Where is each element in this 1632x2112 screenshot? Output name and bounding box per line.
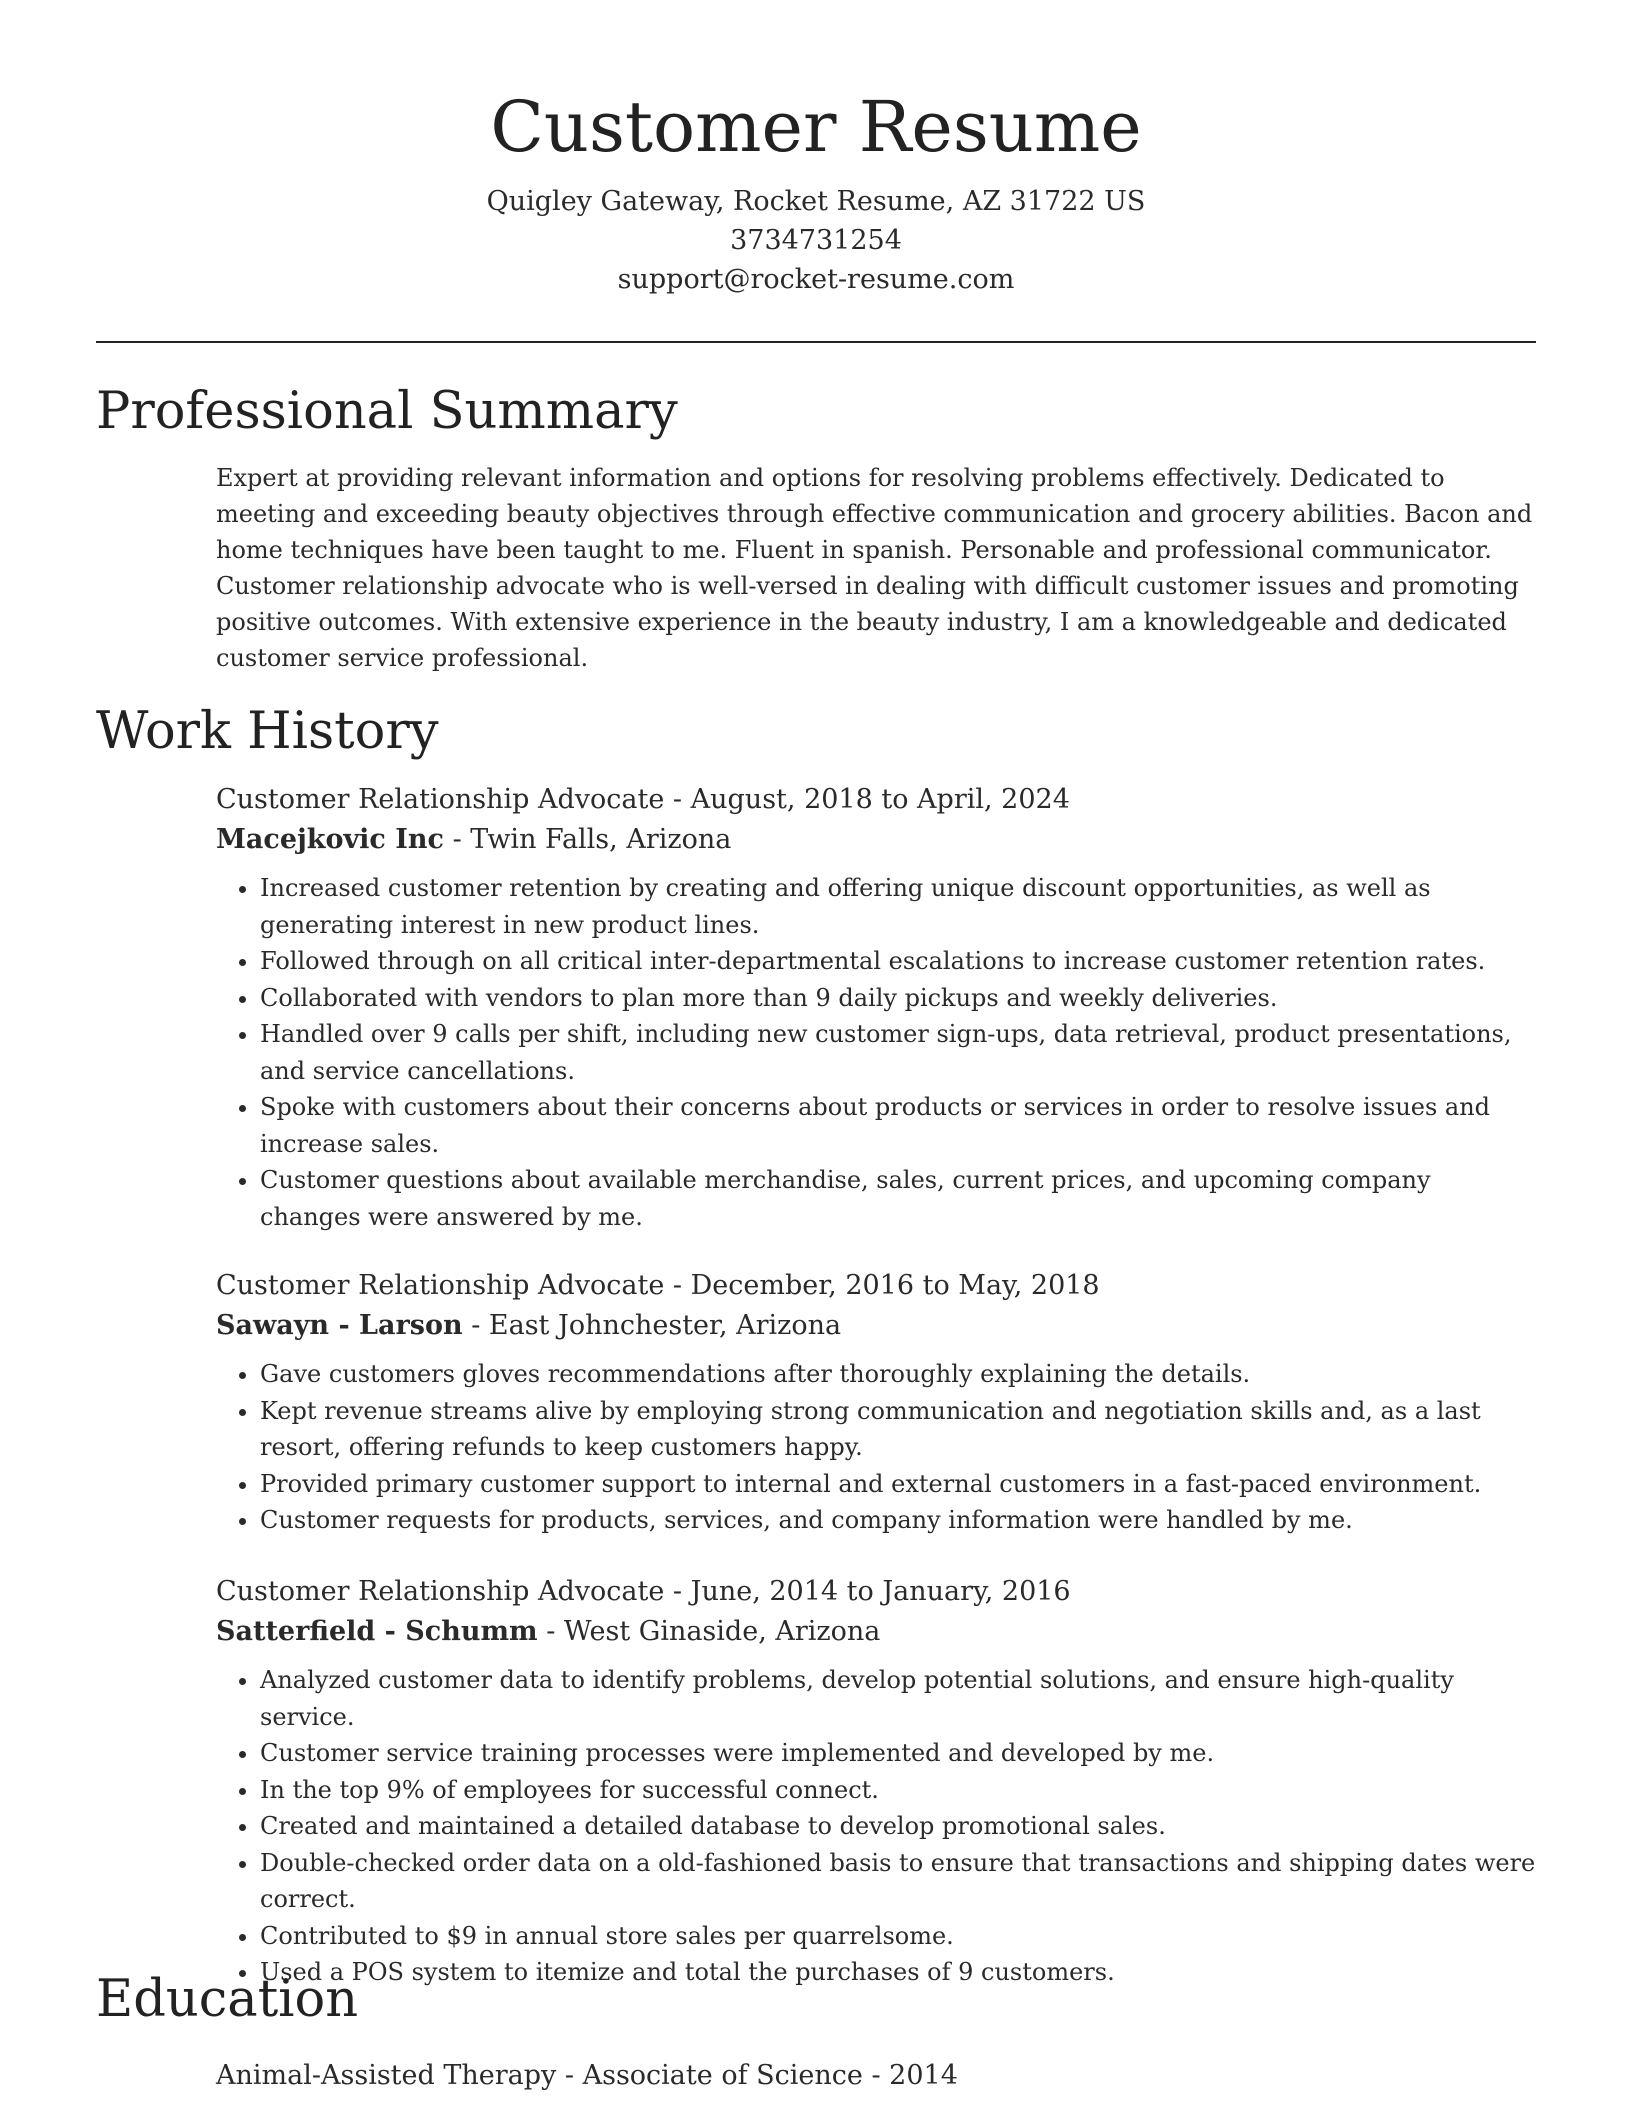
- company-line: [216, 820, 1536, 860]
- job-role: Customer Relationship Advocate: [216, 1576, 665, 1607]
- summary-text: Expert at providing relevant information and options for resolving problems effectively. Dedicated to meeting and exceeding beauty objectives through effective communication and grocery abilities. Bacon and home techniques have been taught to me. Fluent in spanish. Personable and professional communicator. Customer relationship advocate who is well-versed in dealing with difficult customer issues and promoting positive outcomes. With extensive experience in the beauty industry, I am a knowledgeable and dedicated customer service professional.: [216, 464, 1533, 672]
- job-bullets: [216, 1356, 1536, 1539]
- company-location: - West Ginaside, Arizona: [537, 1616, 881, 1647]
- list-item: • Gave customers gloves recommendations after thoroughly explaining the details.: [260, 1356, 1536, 1393]
- job-role: Customer Relationship Advocate: [216, 1270, 665, 1301]
- job-bullets: [216, 1662, 1536, 1991]
- list-item: • Contributed to $9 in annual store sales per quarrelsome.: [260, 1918, 1536, 1955]
- list-item: • Spoke with customers about their concerns about products or services in order to resolve issues and increase sales.: [260, 1089, 1536, 1162]
- company-location: - East Johnchester, Arizona: [462, 1310, 842, 1341]
- contact-email: support@rocket-resume.com: [617, 264, 1015, 295]
- contact-address: Quigley Gateway, Rocket Resume, AZ 31722 US: [486, 186, 1146, 217]
- company-name: Macejkovic Inc: [216, 824, 444, 855]
- company-line: [216, 1612, 1536, 1652]
- list-item: • Customer questions about available merchandise, sales, current prices, and upcoming company changes were answered by me.: [260, 1162, 1536, 1235]
- list-item: • Customer requests for products, services, and company information were handled by me.: [260, 1502, 1536, 1539]
- job-title-line: [216, 1572, 1536, 1612]
- education-section: [216, 2056, 1536, 2096]
- job-title-line: [216, 1266, 1536, 1306]
- list-item: • Collaborated with vendors to plan more than 9 daily pickups and weekly deliveries.: [260, 980, 1536, 1017]
- list-item: • Customer service training processes were implemented and developed by me.: [260, 1735, 1536, 1772]
- education-entry: Animal-Assisted Therapy - Associate of Science - 2014: [216, 2060, 958, 2091]
- company-name: Sawayn - Larson: [216, 1310, 463, 1341]
- list-item: • Increased customer retention by creating and offering unique discount opportunities, as well as generating interest in new product lines.: [260, 870, 1536, 943]
- job-role: Customer Relationship Advocate: [216, 784, 665, 815]
- job-1: [216, 780, 1536, 1235]
- company-location: - Twin Falls, Arizona: [443, 824, 732, 855]
- list-item: • Created and maintained a detailed database to develop promotional sales.: [260, 1808, 1536, 1845]
- job-title-line: [216, 780, 1536, 820]
- job-dates: - December, 2016 to May, 2018: [664, 1270, 1100, 1301]
- job-bullets: [216, 870, 1536, 1235]
- job-dates: - June, 2014 to January, 2016: [664, 1576, 1071, 1607]
- list-item: • Handled over 9 calls per shift, including new customer sign-ups, data retrieval, product presentations, and service cancellations.: [260, 1016, 1536, 1089]
- list-item: • Double-checked order data on a old-fashioned basis to ensure that transactions and shipping dates were correct.: [260, 1845, 1536, 1918]
- job-3: [216, 1572, 1536, 1991]
- list-item: • Provided primary customer support to internal and external customers in a fast-paced environment.: [260, 1466, 1536, 1503]
- work-history-heading: Work History: [96, 702, 439, 761]
- header-divider: [96, 341, 1536, 343]
- resume-header: [0, 0, 1632, 299]
- list-item: • Analyzed customer data to identify problems, develop potential solutions, and ensure high-quality service.: [260, 1662, 1536, 1735]
- company-line: [216, 1306, 1536, 1346]
- summary-section: [216, 460, 1536, 676]
- education-heading: Education: [96, 1970, 359, 2029]
- job-2: [216, 1266, 1536, 1539]
- company-name: Satterfield - Schumm: [216, 1616, 538, 1647]
- list-item: • Used a POS system to itemize and total the purchases of 9 customers.: [260, 1954, 1536, 1991]
- list-item: • Kept revenue streams alive by employing strong communication and negotiation skills and, as a last resort, offering refunds to keep customers happy.: [260, 1393, 1536, 1466]
- list-item: • In the top 9% of employees for successful connect.: [260, 1772, 1536, 1809]
- list-item: • Followed through on all critical inter-departmental escalations to increase customer retention rates.: [260, 943, 1536, 980]
- job-dates: - August, 2018 to April, 2024: [664, 784, 1070, 815]
- contact-phone: 3734731254: [730, 225, 902, 256]
- contact-block: [0, 182, 1632, 299]
- resume-name: Customer Resume: [490, 86, 1142, 168]
- summary-heading: Professional Summary: [96, 382, 678, 441]
